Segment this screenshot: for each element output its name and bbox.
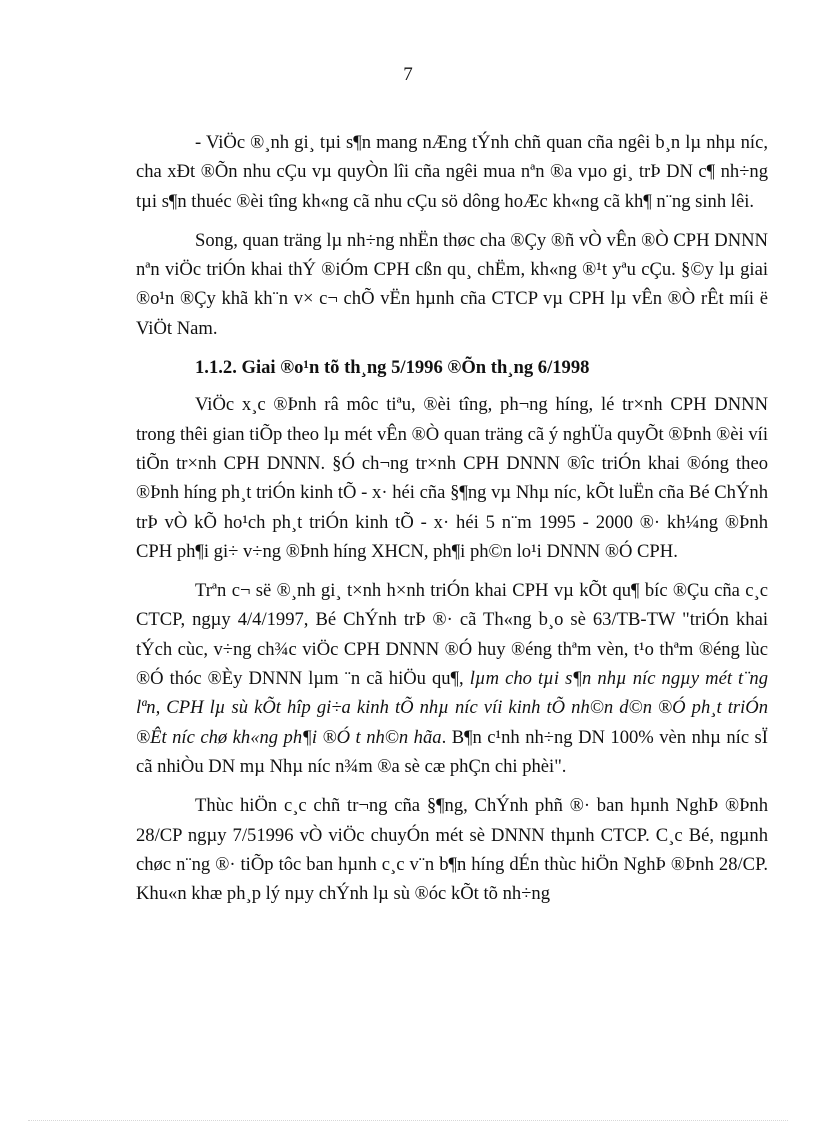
- paragraph-4-text: Trªn c¬ së ®¸nh gi¸ t×nh h×nh triÓn khai CPH vµ kÕt qu¶ bíc ®Çu cña c¸c CTCP, ngµy 4/4/1997, Bé ChÝnh trÞ ®· cã Th«ng b¸o sè 63/TB-TW "triÓn khai tÝch cùc, v÷ng ch¾c viÖc CPH DNNN ®Ó huy ®éng thªm vèn, t¹o thªm ®éng lùc ®Ó thóc ®Èy DNNN lµm ¨n cã hiÖu qu¶,: [136, 580, 768, 690]
- page-number: 7: [403, 64, 413, 85]
- paragraph-5: Thùc hiÖn c¸c chñ tr¬ng cña §¶ng, ChÝnh phñ ®· ban hµnh NghÞ ®Þnh 28/CP ngµy 7/51996 vÒ viÖc chuyÓn mét sè DNNN thµnh CTCP. C¸c Bé, ngµnh chøc n¨ng ®· tiÕp tôc ban hµnh c¸c v¨n b¶n híng dÉn thùc hiÖn NghÞ ®Þnh 28/CP. Khu«n khæ ph¸p lý nµy chÝnh lµ sù ®óc kÕt tõ nh÷ng: [136, 795, 768, 905]
- page-bottom-divider: [28, 1120, 788, 1121]
- paragraph-4-italic-quote: lµm cho tµi s¶n nhµ níc ngµy mét t¨ng lªn, CPH lµ sù kÕt hîp gi÷a kinh tÕ nhµ níc víi kinh tÕ nh©n d©n ®Ó ph¸t triÓn ®Êt níc chø kh«ng ph¶i ®Ó t nh©n hãa: [136, 668, 768, 748]
- paragraph-1: - ViÖc ®¸nh gi¸ tµi s¶n mang nÆng tÝnh chñ quan cña ngêi b¸n lµ nhµ níc, cha xÐt ®Õn nhu cÇu vµ quyÒn lîi cña ngêi mua nªn ®a vµo gi¸ trÞ DN c¶ nh÷ng tµi s¶n thuéc ®èi tîng kh«ng cã nhu cÇu sö dông hoÆc kh«ng cã kh¶ n¨ng sinh lêi.: [136, 132, 768, 212]
- paragraph-4-tail: . B¶n c¹nh nh÷ng DN 100% vèn nhµ níc sÏ cã nhiÒu DN mµ Nhµ níc n¾m ®a sè cæ phÇn chi phèi".: [136, 726, 768, 777]
- paragraph-4: [136, 576, 768, 781]
- paragraph-3: ViÖc x¸c ®Þnh râ môc tiªu, ®èi tîng, ph¬ng híng, lé tr×nh CPH DNNN trong thêi gian tiÕp theo lµ mét vÊn ®Ò quan träng cã ý nghÜa quyÕt ®Þnh ®èi víi tiÕn tr×nh CPH DNNN. §Ó ch¬ng tr×nh CPH DNNN ®îc triÓn khai ®óng theo ®Þnh híng ph¸t triÓn kinh tÕ - x· héi cña §¶ng vµ Nhµ níc, kÕt luËn cña Bé ChÝnh trÞ vÒ kÕ ho¹ch ph¸t triÓn kinh tÕ - x· héi 5 n¨m 1995 - 2000 ®· kh¼ng ®Þnh CPH ph¶i gi÷ v÷ng ®Þnh híng XHCN, ph¶i ph©n lo¹i DNNN ®Ó CPH.: [136, 394, 768, 562]
- document-body: [136, 128, 768, 918]
- paragraph-2: Song, quan träng lµ nh÷ng nhËn thøc cha ®Çy ®ñ vÒ vÊn ®Ò CPH DNNN nªn viÖc triÓn khai thÝ ®iÓm CPH cßn qu¸ chËm, kh«ng ®¹t yªu cÇu. §©y lµ giai ®o¹n ®Çy khã kh¨n v× c¬ chÕ vËn hµnh cña CTCP vµ CPH lµ vÊn ®Ò rÊt míi ë ViÖt Nam.: [136, 229, 768, 339]
- section-heading: 1.1.2. Giai ®o¹n tõ th¸ng 5/1996 ®Õn th¸ng 6/1998: [195, 357, 590, 379]
